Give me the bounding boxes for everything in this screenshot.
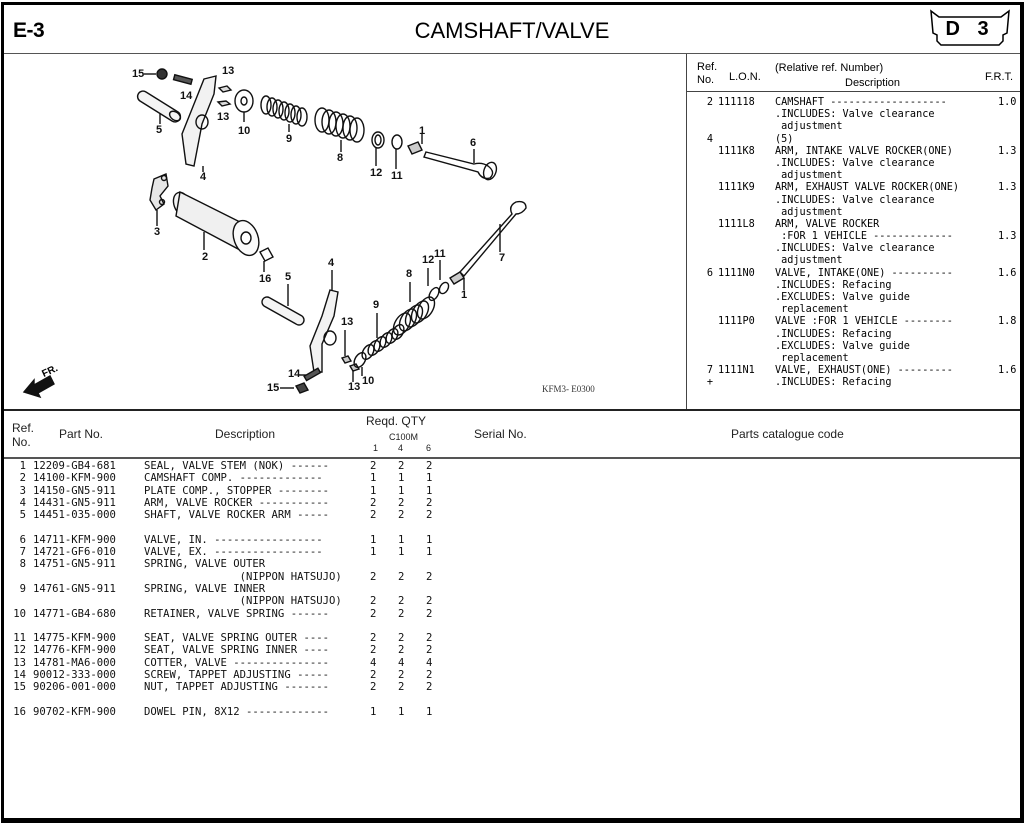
- row-qty: 2: [398, 595, 405, 608]
- row-ref-no: 10: [13, 607, 26, 620]
- row-description: VALVE :FOR 1 VEHICLE --------: [775, 316, 953, 328]
- row-ref-no: 12: [13, 644, 26, 657]
- parts-table-row: [4, 485, 1020, 497]
- row-description: .INCLUDES: Valve clearance: [775, 157, 935, 169]
- row-description: .EXCLUDES: Valve guide: [775, 292, 910, 303]
- row-qty: 2: [370, 509, 377, 522]
- row-qty: 1: [370, 533, 377, 546]
- row-qty: 2: [370, 496, 377, 509]
- labor-table-row: [687, 377, 1020, 389]
- labor-table-row: [687, 97, 1020, 109]
- row-description: DOWEL PIN, 8X12 -------------: [144, 705, 329, 718]
- row-part-no[interactable]: 14431-GN5-911: [33, 496, 116, 509]
- row-part-no[interactable]: 14100-KFM-900: [33, 472, 116, 485]
- header-ref-no: Ref. No.: [12, 421, 35, 449]
- labor-table-row: [687, 182, 1020, 194]
- row-description: .INCLUDES: Refacing: [775, 328, 892, 340]
- parts-table-row: [4, 460, 1020, 472]
- row-ref-no: 4: [19, 496, 26, 509]
- row-qty: 1: [370, 546, 377, 559]
- row-description: .INCLUDES: Valve clearance: [775, 109, 935, 121]
- callout-label: 11: [434, 248, 446, 260]
- row-qty: 2: [426, 644, 433, 657]
- row-qty: 2: [426, 496, 433, 509]
- row-lon: 1111K8: [718, 145, 755, 157]
- row-frt: 1.6: [998, 267, 1017, 279]
- header-serial-no: Serial No.: [474, 427, 527, 441]
- callout-label: 4: [200, 171, 207, 183]
- row-qty: 4: [426, 656, 433, 669]
- badge-label: D 3: [945, 18, 995, 40]
- row-lon: 1111L8: [718, 218, 755, 230]
- header-reqd-qty: Reqd. QTY: [366, 414, 427, 428]
- row-part-no[interactable]: 90012-333-000: [33, 669, 116, 682]
- callout-label: 9: [373, 299, 380, 311]
- row-description: SPRING, VALVE INNER: [144, 582, 266, 595]
- row-part-no[interactable]: 14771-GB4-680: [33, 607, 116, 620]
- row-description: SPRING, VALVE OUTER: [144, 558, 266, 571]
- row-qty: 1: [426, 705, 433, 718]
- row-description: SEAL, VALVE STEM (NOK) ------: [144, 460, 329, 472]
- labor-table-row: [687, 158, 1020, 170]
- parts-table-row: [4, 706, 1020, 718]
- row-ref-no: 6: [706, 267, 713, 279]
- row-description: .INCLUDES: Valve clearance: [775, 243, 935, 255]
- row-description: SCREW, TAPPET ADJUSTING -----: [144, 669, 329, 682]
- row-part-no[interactable]: 14781-MA6-000: [33, 656, 116, 669]
- callout-label: 3: [154, 226, 161, 238]
- row-frt: 1.3: [998, 145, 1017, 157]
- row-qty: 2: [398, 496, 405, 509]
- parts-table-row: [4, 509, 1020, 521]
- header-description: Description: [215, 427, 276, 441]
- row-qty: 2: [426, 509, 433, 522]
- camshaft-icon: [170, 190, 263, 259]
- header-catalogue-code: Parts catalogue code: [731, 427, 844, 441]
- stopper-plate-icon: [150, 174, 168, 226]
- labor-table-row: [687, 134, 1020, 146]
- row-part-no[interactable]: 14776-KFM-900: [33, 644, 116, 657]
- row-description: SEAT, VALVE SPRING OUTER ----: [144, 632, 329, 645]
- row-qty: 1: [426, 546, 433, 559]
- callout-label: 14: [180, 90, 193, 102]
- callout-label: 12: [422, 254, 435, 266]
- row-qty: 2: [370, 681, 377, 694]
- row-qty: 2: [370, 669, 377, 682]
- parts-table-row: [4, 681, 1020, 693]
- row-ref-no: 14: [13, 669, 26, 682]
- row-ref-no: 9: [19, 582, 26, 595]
- labor-table-row: [687, 329, 1020, 341]
- parts-table-row: [4, 497, 1020, 509]
- row-qty: 4: [398, 656, 405, 669]
- row-lon: 1111K9: [718, 182, 755, 194]
- row-qty: 2: [398, 681, 405, 694]
- row-ref-no: 6: [19, 533, 26, 546]
- row-part-no[interactable]: 14711-KFM-900: [33, 533, 116, 546]
- row-qty: 1: [398, 484, 405, 497]
- callout-label: 8: [337, 152, 344, 164]
- labor-table-row: [687, 304, 1020, 316]
- row-qty: 2: [426, 681, 433, 694]
- callout-label: 16: [259, 273, 272, 285]
- row-description: ARM, VALVE ROCKER -----------: [144, 496, 329, 509]
- row-qty: 2: [398, 632, 405, 645]
- labor-table-row: [687, 280, 1020, 292]
- parts-table-row: [4, 558, 1020, 570]
- row-description: adjustment: [775, 170, 843, 182]
- parts-table-header: [4, 411, 1020, 459]
- exploded-view-drawing: [4, 54, 686, 409]
- row-qty: 1: [398, 533, 405, 546]
- labor-table-row: [687, 365, 1020, 377]
- group-badge: [929, 9, 1011, 49]
- row-part-no[interactable]: 90702-KFM-900: [33, 705, 116, 718]
- parts-table-body: [4, 460, 1020, 718]
- row-qty: 1: [398, 546, 405, 559]
- row-qty: 2: [370, 460, 377, 472]
- labor-operation-table: [687, 54, 1020, 410]
- row-qty: 4: [370, 656, 377, 669]
- row-qty: 2: [426, 607, 433, 620]
- row-ref-no: 15: [13, 681, 26, 694]
- row-part-no[interactable]: 14775-KFM-900: [33, 632, 116, 645]
- row-ref-no: +: [706, 377, 713, 389]
- labor-table-row: [687, 292, 1020, 304]
- row-description: SEAT, VALVE SPRING INNER ----: [144, 644, 329, 657]
- spring-seat-icon: [372, 132, 384, 166]
- header-ref-no: Ref. No.: [697, 61, 718, 86]
- row-part-no[interactable]: 14721-GF6-010: [33, 546, 116, 559]
- row-description: VALVE, EXHAUST(ONE) ---------: [775, 365, 953, 377]
- row-qty: 2: [398, 570, 405, 583]
- header-frt: F.R.T.: [985, 71, 1014, 83]
- valve-spring-inner-icon: [261, 96, 307, 132]
- header-lon: L.O.N.: [729, 71, 761, 83]
- row-lon: 1111N1: [718, 365, 755, 377]
- row-description: COTTER, VALVE ---------------: [144, 656, 329, 669]
- row-part-no[interactable]: 12209-GB4-681: [33, 460, 116, 472]
- parts-table-row: [4, 608, 1020, 620]
- parts-table-row: [4, 595, 1020, 607]
- row-qty: 2: [426, 460, 433, 472]
- row-frt: 1.0: [998, 97, 1017, 108]
- labor-table-row: [687, 268, 1020, 280]
- row-qty: 2: [426, 632, 433, 645]
- row-qty: 2: [370, 607, 377, 620]
- callout-label: 5: [156, 124, 163, 136]
- valve-spring-inner-icon: [360, 313, 407, 361]
- row-description: ARM, EXHAUST VALVE ROCKER(ONE): [775, 182, 960, 194]
- parts-table-row: [4, 534, 1020, 546]
- row-qty: 2: [370, 595, 377, 608]
- row-description: (NIPPON HATSUJO): [144, 570, 342, 583]
- callout-label: 10: [238, 125, 251, 137]
- parts-table-row: [4, 546, 1020, 558]
- callout-label: 6: [470, 137, 477, 149]
- row-description: PLATE COMP., STOPPER --------: [144, 484, 329, 497]
- callout-label: 13: [341, 316, 354, 328]
- callout-label: 15: [132, 68, 145, 80]
- row-lon: 1111P0: [718, 316, 755, 328]
- catalogue-page: [1, 2, 1024, 823]
- parts-table-row: [4, 644, 1020, 656]
- row-description: (5): [775, 133, 794, 145]
- callout-label: 7: [499, 252, 506, 264]
- labor-table-row: [687, 231, 1020, 243]
- row-lon: 1111N0: [718, 267, 755, 279]
- labor-table-row: [687, 341, 1020, 353]
- row-description: .INCLUDES: Valve clearance: [775, 194, 935, 206]
- labor-table-row: [687, 243, 1020, 255]
- shaft-icon: [262, 284, 304, 325]
- header-qty-col-4: 4: [398, 443, 404, 453]
- row-description: ARM, INTAKE VALVE ROCKER(ONE): [775, 145, 953, 157]
- row-lon: 111118: [718, 97, 755, 108]
- row-ref-no: 7: [19, 546, 26, 559]
- row-ref-no: 11: [13, 632, 26, 645]
- row-qty: 1: [370, 472, 377, 485]
- exhaust-valve-icon: [460, 202, 526, 276]
- header-qty-col-6: 6: [426, 443, 432, 453]
- row-description: SHAFT, VALVE ROCKER ARM -----: [144, 509, 329, 522]
- row-description: .INCLUDES: Refacing: [775, 279, 892, 291]
- callout-label: 1: [461, 289, 468, 301]
- section-code: E-3: [13, 19, 45, 42]
- labor-table-row: [687, 316, 1020, 328]
- valve-spring-outer-icon: [315, 108, 364, 152]
- exploded-diagram: [4, 54, 686, 409]
- row-part-no[interactable]: 14150-GN5-911: [33, 484, 116, 497]
- callout-label: 10: [362, 375, 375, 387]
- row-ref-no: 5: [19, 509, 26, 522]
- parts-table-row: [4, 657, 1020, 669]
- parts-table-row: [4, 472, 1020, 484]
- row-description: adjustment: [775, 255, 843, 267]
- row-ref-no: 7: [706, 365, 713, 377]
- labor-table-row: [687, 353, 1020, 365]
- callout-label: 1: [419, 125, 426, 137]
- row-description: CAMSHAFT COMP. -------------: [144, 472, 323, 485]
- row-frt: 1.3: [998, 182, 1017, 194]
- row-description: CAMSHAFT -------------------: [775, 97, 947, 108]
- row-description: replacement: [775, 352, 849, 364]
- labor-table-row: [687, 255, 1020, 267]
- page-title: CAMSHAFT/VALVE: [414, 18, 610, 43]
- callout-label: 13: [217, 111, 230, 123]
- row-description: .INCLUDES: Refacing: [775, 377, 892, 389]
- row-description: RETAINER, VALVE SPRING ------: [144, 607, 329, 620]
- callout-label: 2: [202, 251, 209, 263]
- header-model: C100M: [389, 432, 419, 442]
- dowel-pin-icon: [260, 248, 273, 272]
- screw-icon: [174, 75, 193, 84]
- callout-label: 11: [391, 170, 403, 182]
- row-ref-no: 13: [13, 656, 26, 669]
- row-part-no[interactable]: 14761-GN5-911: [33, 582, 116, 595]
- callout-label: 15: [267, 382, 280, 394]
- row-ref-no: 8: [19, 558, 26, 571]
- row-frt: 1.6: [998, 365, 1017, 377]
- row-qty: 2: [398, 460, 405, 472]
- callout-label: 4: [328, 257, 335, 269]
- row-description: ARM, VALVE ROCKER: [775, 218, 880, 230]
- row-qty: 2: [398, 669, 405, 682]
- row-ref-no: 2: [19, 472, 26, 485]
- callout-label: 12: [370, 167, 383, 179]
- row-qty: 1: [370, 484, 377, 497]
- labor-table-row: [687, 146, 1020, 158]
- labor-table-row: [687, 195, 1020, 207]
- callout-label: 8: [406, 268, 413, 280]
- row-frt: 1.3: [998, 231, 1017, 243]
- row-ref-no: 2: [706, 97, 713, 108]
- labor-table-row: [687, 121, 1020, 133]
- row-qty: 2: [426, 595, 433, 608]
- labor-table-row: [687, 170, 1020, 182]
- row-qty: 2: [370, 570, 377, 583]
- row-qty: 2: [398, 607, 405, 620]
- row-description: NUT, TAPPET ADJUSTING -------: [144, 681, 329, 694]
- row-qty: 1: [370, 705, 377, 718]
- row-qty: 2: [398, 509, 405, 522]
- row-qty: 2: [370, 632, 377, 645]
- row-part-no[interactable]: 14751-GN5-911: [33, 558, 116, 571]
- valve-stem-seal-icon: [408, 134, 422, 154]
- row-qty: 1: [398, 705, 405, 718]
- parts-table-row: [4, 632, 1020, 644]
- parts-table-row: [4, 571, 1020, 583]
- row-ref-no: 3: [19, 484, 26, 497]
- row-part-no[interactable]: 14451-035-000: [33, 509, 116, 522]
- row-description: VALVE, IN. -----------------: [144, 533, 323, 546]
- row-qty: 1: [426, 484, 433, 497]
- callout-label: 13: [348, 381, 361, 393]
- row-ref-no: 4: [706, 133, 713, 145]
- row-qty: 2: [426, 570, 433, 583]
- parts-table-row: [4, 669, 1020, 681]
- header-part-no: Part No.: [59, 427, 104, 441]
- row-description: adjustment: [775, 121, 843, 133]
- row-description: (NIPPON HATSUJO): [144, 595, 342, 608]
- row-frt: 1.8: [998, 316, 1017, 328]
- row-qty: 1: [426, 533, 433, 546]
- row-qty: 1: [426, 472, 433, 485]
- nut-icon: [144, 69, 167, 79]
- front-direction-label: FR.: [40, 363, 60, 380]
- row-ref-no: 1: [19, 460, 26, 472]
- row-description: VALVE, EX. -----------------: [144, 546, 323, 559]
- shaft-icon: [138, 91, 183, 124]
- row-qty: 2: [426, 669, 433, 682]
- row-description: replacement: [775, 304, 849, 316]
- intake-valve-icon: [424, 149, 499, 182]
- labor-table-body: [687, 97, 1020, 390]
- header-description: Description: [845, 77, 901, 89]
- row-ref-no: 16: [13, 705, 26, 718]
- front-arrow-icon: [24, 376, 54, 397]
- drawing-code: KFM3- E0300: [542, 384, 595, 394]
- parts-table-row: [4, 583, 1020, 595]
- retainer-icon: [235, 90, 253, 122]
- labor-table-header: [687, 54, 1020, 92]
- header-qty-col-1: 1: [373, 443, 379, 453]
- labor-table-row: [687, 207, 1020, 219]
- callout-label: 13: [222, 65, 235, 77]
- row-description: adjustment: [775, 206, 843, 218]
- row-qty: 1: [398, 472, 405, 485]
- rocker-arm-icon: [310, 270, 338, 372]
- row-description: VALVE, INTAKE(ONE) ----------: [775, 267, 953, 279]
- row-qty: 2: [398, 644, 405, 657]
- row-description: .EXCLUDES: Valve guide: [775, 340, 910, 352]
- washer-icon: [392, 135, 402, 169]
- row-description: :FOR 1 VEHICLE -------------: [775, 231, 953, 243]
- row-part-no[interactable]: 90206-001-000: [33, 681, 116, 694]
- callout-label: 14: [288, 368, 301, 380]
- page-header: [4, 5, 1020, 54]
- callout-label: 9: [286, 133, 293, 145]
- row-qty: 2: [370, 644, 377, 657]
- labor-table-row: [687, 109, 1020, 121]
- header-relative-ref: (Relative ref. Number): [775, 62, 884, 74]
- callout-label: 5: [285, 271, 292, 283]
- labor-table-row: [687, 219, 1020, 231]
